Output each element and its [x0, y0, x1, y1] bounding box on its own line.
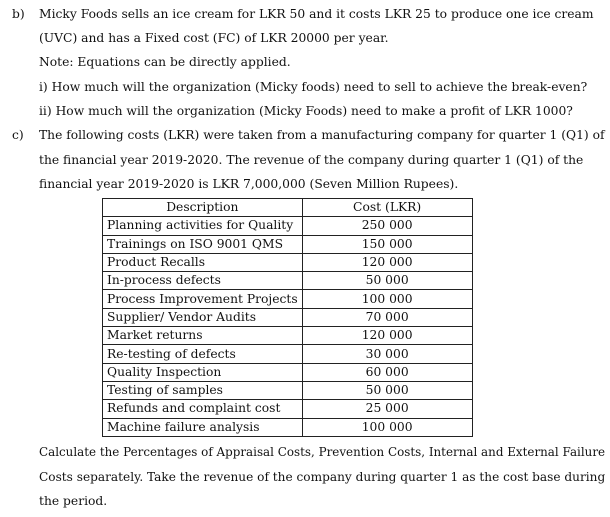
- table-row: [103, 345, 473, 363]
- table-row: [103, 235, 473, 253]
- part-c-line-1: The following costs (LKR) were taken from a manufacturing company for quarter 1 (Q1) of: [39, 128, 605, 142]
- part-b-line-2: (UVC) and has a Fixed cost (FC) of LKR 20000 per year.: [39, 31, 389, 45]
- row-description: Re-testing of defects: [103, 345, 303, 363]
- part-c-instruction-1: Calculate the Percentages of Appraisal Costs, Prevention Costs, Internal and External Failure: [39, 445, 606, 459]
- column-header-cost: Cost (LKR): [302, 199, 472, 217]
- part-c-line-2: the financial year 2019-2020. The revenue of the company during quarter 1 (Q1) of the: [39, 153, 584, 167]
- part-b-question-2: ii) How much will the organization (Micky Foods) need to make a profit of LKR 1000?: [39, 104, 573, 118]
- row-description: In-process defects: [103, 272, 303, 290]
- part-b-marker: b): [12, 7, 25, 21]
- row-cost: 70 000: [302, 308, 472, 326]
- row-description: Refunds and complaint cost: [103, 400, 303, 418]
- row-description: Process Improvement Projects: [103, 290, 303, 308]
- table-row: [103, 272, 473, 290]
- row-cost: 30 000: [302, 345, 472, 363]
- table-row: [103, 253, 473, 271]
- part-c-instruction-2: Costs separately. Take the revenue of the company during quarter 1 as the cost base during: [39, 470, 606, 484]
- row-description: Trainings on ISO 9001 QMS: [103, 235, 303, 253]
- table-row: [103, 308, 473, 326]
- table-row: [103, 290, 473, 308]
- row-description: Market returns: [103, 327, 303, 345]
- row-description: Testing of samples: [103, 381, 303, 399]
- column-header-description: Description: [103, 199, 303, 217]
- part-c-line-3: financial year 2019-2020 is LKR 7,000,000 (Seven Million Rupees).: [39, 177, 459, 191]
- table-row: [103, 381, 473, 399]
- table-row: [103, 400, 473, 418]
- row-cost: 100 000: [302, 418, 472, 436]
- row-cost: 120 000: [302, 253, 472, 271]
- row-cost: 250 000: [302, 217, 472, 235]
- table-header-row: [103, 199, 473, 217]
- row-description: Product Recalls: [103, 253, 303, 271]
- part-c-instruction-3: the period.: [39, 494, 108, 508]
- row-cost: 50 000: [302, 272, 472, 290]
- row-cost: 150 000: [302, 235, 472, 253]
- row-description: Planning activities for Quality: [103, 217, 303, 235]
- row-cost: 60 000: [302, 363, 472, 381]
- table-row: [103, 327, 473, 345]
- table-row: [103, 217, 473, 235]
- row-cost: 120 000: [302, 327, 472, 345]
- part-b-note: Note: Equations can be directly applied.: [39, 55, 291, 69]
- row-description: Supplier/ Vendor Audits: [103, 308, 303, 326]
- row-cost: 25 000: [302, 400, 472, 418]
- row-description: Machine failure analysis: [103, 418, 303, 436]
- cost-table: [102, 198, 473, 437]
- row-description: Quality Inspection: [103, 363, 303, 381]
- part-b-line-1: Micky Foods sells an ice cream for LKR 50 and it costs LKR 25 to produce one ice cream: [39, 7, 594, 21]
- part-b-question-1: i) How much will the organization (Micky foods) need to sell to achieve the break-even?: [39, 80, 588, 94]
- table-row: [103, 363, 473, 381]
- row-cost: 50 000: [302, 381, 472, 399]
- part-c-marker: c): [12, 128, 24, 142]
- table-row: [103, 418, 473, 436]
- row-cost: 100 000: [302, 290, 472, 308]
